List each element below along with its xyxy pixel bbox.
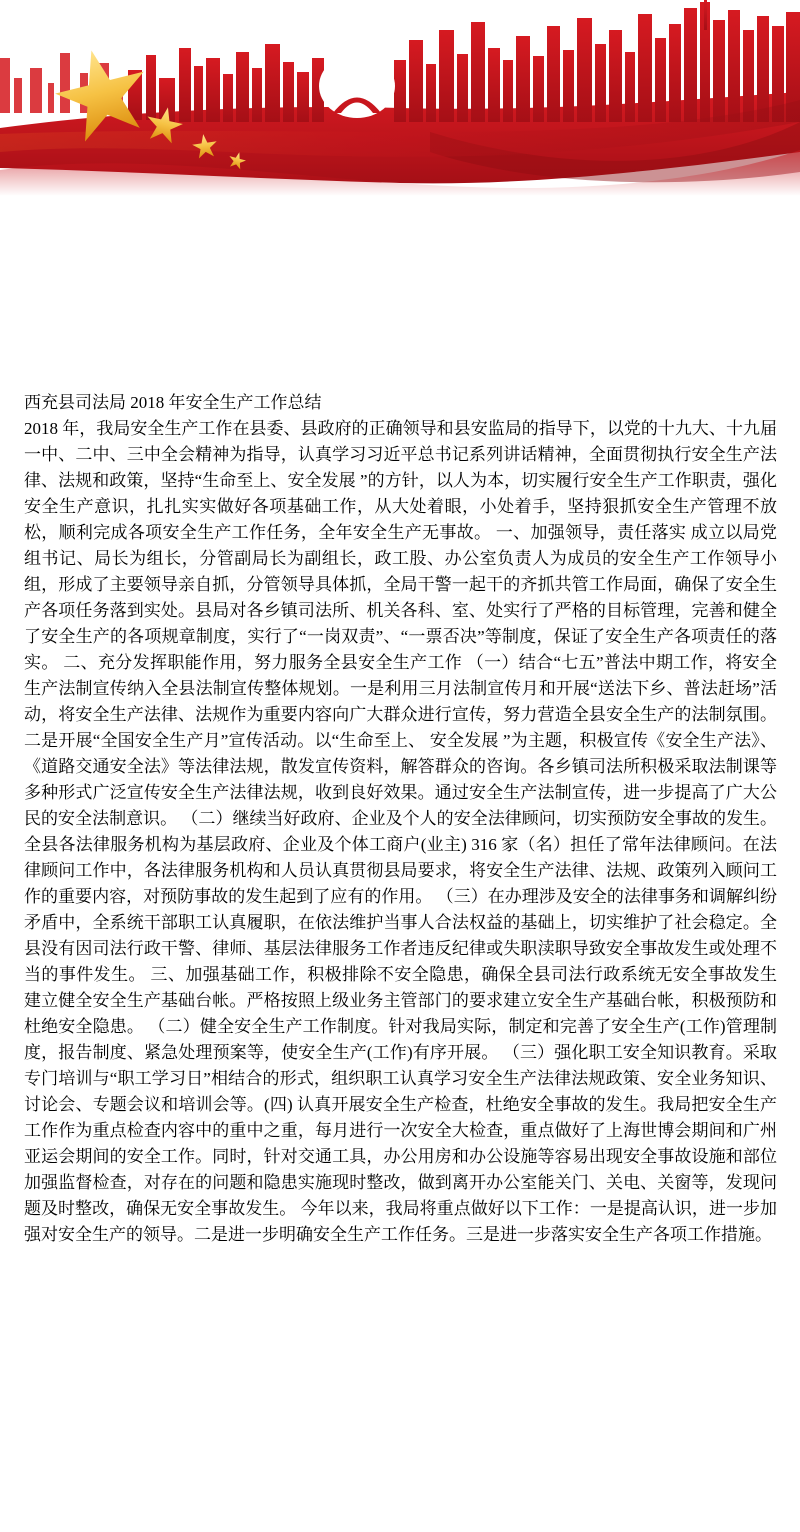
banner-graphic (0, 0, 800, 196)
document-text: 2018 年，我局安全生产工作在县委、县政府的正确领导和县安监局的指导下，以党的十九大、十九届一中、二中、三中全会精神为指导，认真学习习近平总书记系列讲话精神，全面贯彻执行安全生产法律、法规和政策，坚持“生命至上、安全发展 ”的方针，以人为本，切实履行安全生产工作职责，强化安全生产意识，扎扎实实做好各项基础工作，从大处着眼，小处着手，坚持狠抓安全生产管理不放松，顺利完成各项安全生产工作任务，全年安全生产无事故。 一、加强领导，责任落实 成立以局党组书记、局长为组长，分管副局长为副组长，政工股、办公室负责人为成员的安全生产工作领导小组，形成了主要领导亲自抓，分管领导具体抓，全局干警一起干的齐抓共管工作局面，确保了安全生产各项任务落到实处。县局对各乡镇司法所、机关各科、室、处实行了严格的目标管理，完善和健全了安全生产的各项规章制度，实行了“一岗双责”、“一票否决”等制度，保证了安全生产各项责任的落实。 二、充分发挥职能作用，努力服务全县安全生产工作 （一）结合“七五”普法中期工作，将安全生产法制宣传纳入全县法制宣传整体规划。一是利用三月法制宣传月和开展“送法下乡、普法赶场”活动，将安全生产法律、法规作为重要内容向广大群众进行宣传，努力营造全县安全生产的法制氛围。二是开展“全国安全生产月”宣传活动。以“生命至上、 安全发展 ”为主题，积极宣传《安全生产法》、《道路交通安全法》等法律法规，散发宣传资料，解答群众的咨询。各乡镇司法所积极采取法制课等多种形式广泛宣传安全生产法律法规，收到良好效果。通过安全生产法制宣传，进一步提高了广大公民的安全法制意识。 （二）继续当好政府、企业及个人的安全法律顾问，切实预防安全事故的发生。全县各法律服务机构为基层政府、企业及个体工商户(业主) 316 家（名）担任了常年法律顾问。在法律顾问工作中，各法律服务机构和人员认真贯彻县局要求，将安全生产法律、法规、政策列入顾问工作的重要内容，对预防事故的发生起到了应有的作用。 （三）在办理涉及安全的法律事务和调解纠纷矛盾中，全系统干部职工认真履职，在依法维护当事人合法权益的基础上，切实维护了社会稳定。全县没有因司法行政干警、律师、基层法律服务工作者违反纪律或失职渎职导致安全事故发生或处理不当的事件发生。 三、加强基础工作，积极排除不安全隐患，确保全县司法行政系统无安全事故发生 建立健全安全生产基础台帐。严格按照上级业务主管部门的要求建立安全生产基础台帐，积极预防和杜绝安全隐患。 （二）健全安全生产工作制度。针对我局实际，制定和完善了安全生产(工作)管理制度，报告制度、紧急处理预案等，使安全生产(工作)有序开展。 （三）强化职工安全知识教育。采取专门培训与“职工学习日”相结合的形式，组织职工认真学习安全生产法律法规政策、安全业务知识、讨论会、专题会议和培训会等。(四) 认真开展安全生产检查，杜绝安全事故的发生。我局把安全生产工作作为重点检查内容中的重中之重，每月进行一次安全大检查，重点做好了上海世博会期间和广州亚运会期间的安全工作。同时，针对交通工具，办公用房和办公设施等容易出现安全事故设施和部位加强监督检查，对存在的问题和隐患实施现时整改，做到离开办公室能关门、关电、关窗等，发现问题及时整改，确保无安全事故发生。 今年以来，我局将重点做好以下工作：一是提高认识，进一步加强对安全生产的领导。二是进一步明确安全生产工作任务。三是进一步落实安全生产各项工作措施。 (24, 419, 777, 1244)
document-title: 西充县司法局 2018 年安全生产工作总结 (24, 393, 322, 412)
document-body (24, 390, 777, 1248)
decorative-header-banner (0, 0, 800, 196)
arch-landmark (319, 54, 395, 118)
